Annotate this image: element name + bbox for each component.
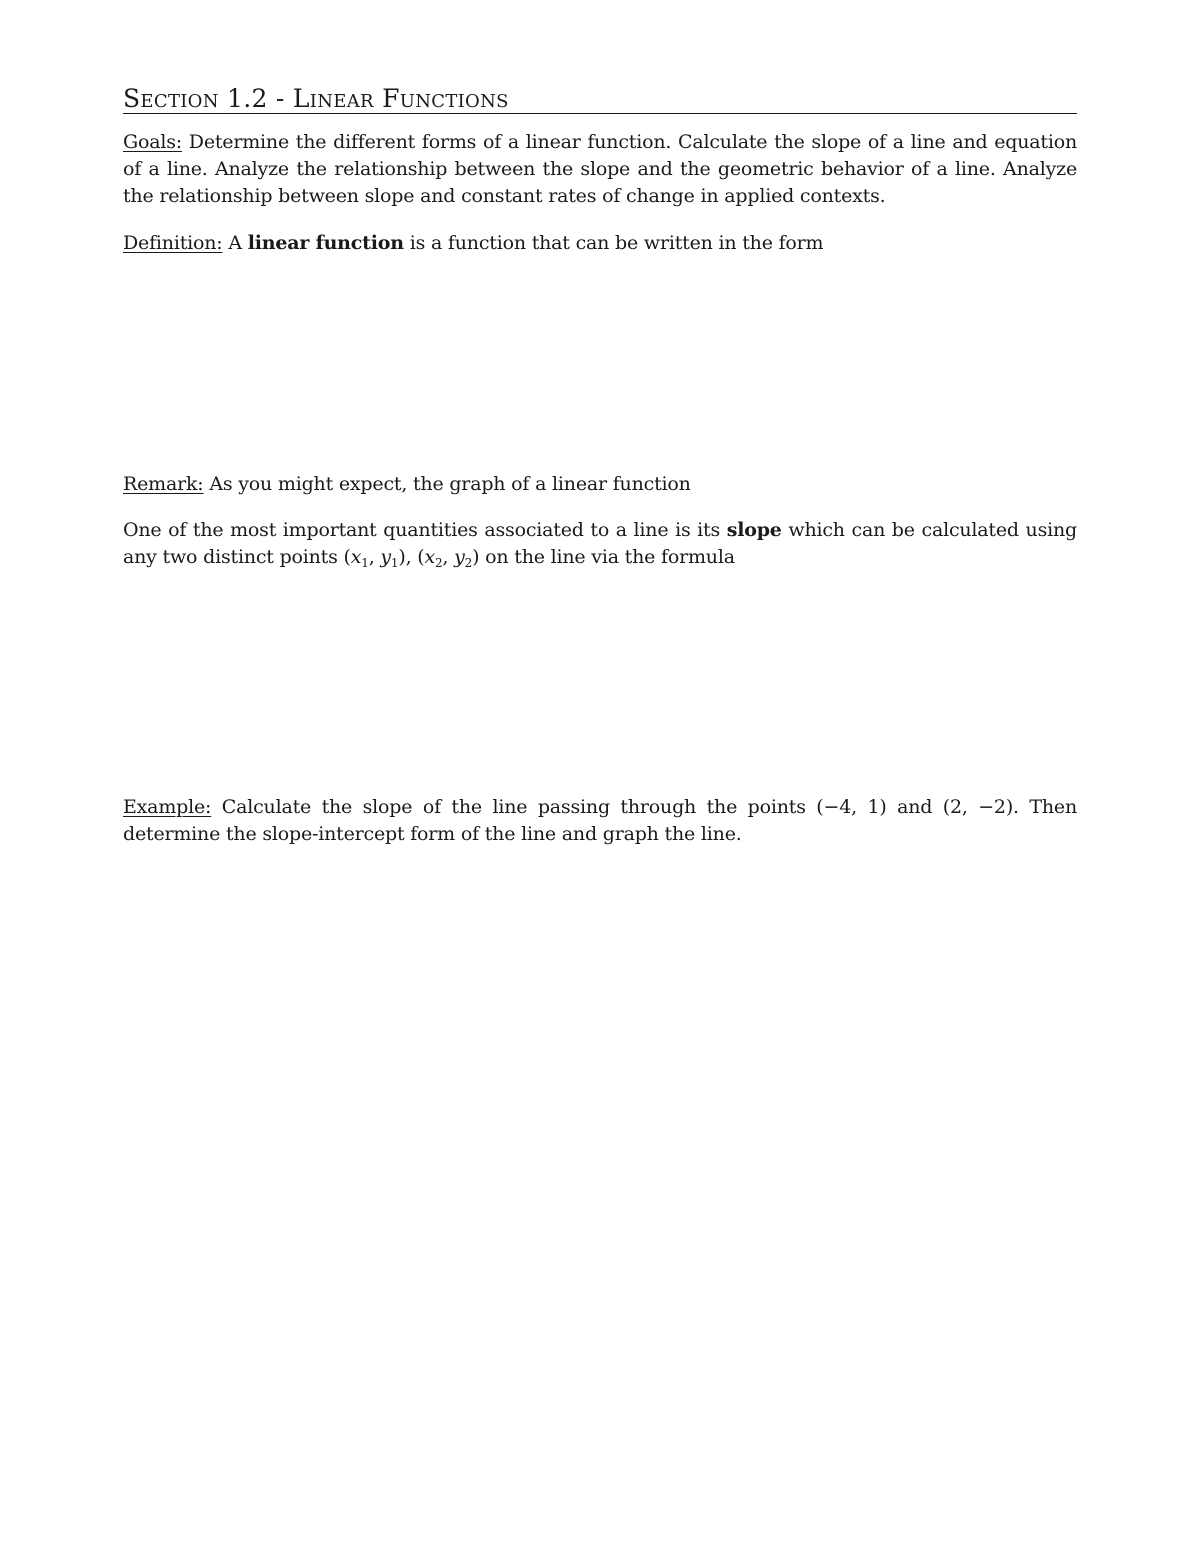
remark-text: As you might expect, the graph of a linear function <box>209 473 691 495</box>
slope-after: on the line via the formula <box>485 546 735 568</box>
points-expression: ($x_1$, $y_1$), ($x_2$, $y_2$) <box>343 546 480 570</box>
remark-label: Remark: <box>123 473 204 495</box>
slope-before: One of the most important quantities associated to a line is its <box>123 519 721 541</box>
definition-paragraph <box>123 230 1077 257</box>
definition-before: A <box>228 232 242 254</box>
example-text: Calculate the slope of the line passing through the points (−4, 1) and (2, −2). Then determine the slope-intercept form of the line and graph the line. <box>123 796 1077 845</box>
document-page <box>123 0 1077 1553</box>
remark-paragraph <box>123 471 1077 498</box>
goals-label: Goals: <box>123 131 182 153</box>
section-title: Section 1.2 - Linear Functions <box>123 84 509 113</box>
slope-term: slope <box>726 519 782 541</box>
example-paragraph <box>123 794 1077 848</box>
example-label: Example: <box>123 796 212 818</box>
slope-paragraph <box>123 517 1077 571</box>
definition-label: Definition: <box>123 232 223 254</box>
goals-paragraph <box>123 129 1077 210</box>
goals-text: Determine the different forms of a linear function. Calculate the slope of a line and equation of a line. Analyze the relationship between the slope and the geometric behavior of a line. Analyze the relationship between slope and constant rates of change in applied contexts. <box>123 131 1078 207</box>
title-rule <box>123 113 1077 114</box>
slope-middle: which can be calculated using any two distinct points <box>123 519 1078 568</box>
definition-after: is a function that can be written in the form <box>409 232 824 254</box>
definition-term: linear function <box>247 232 404 254</box>
